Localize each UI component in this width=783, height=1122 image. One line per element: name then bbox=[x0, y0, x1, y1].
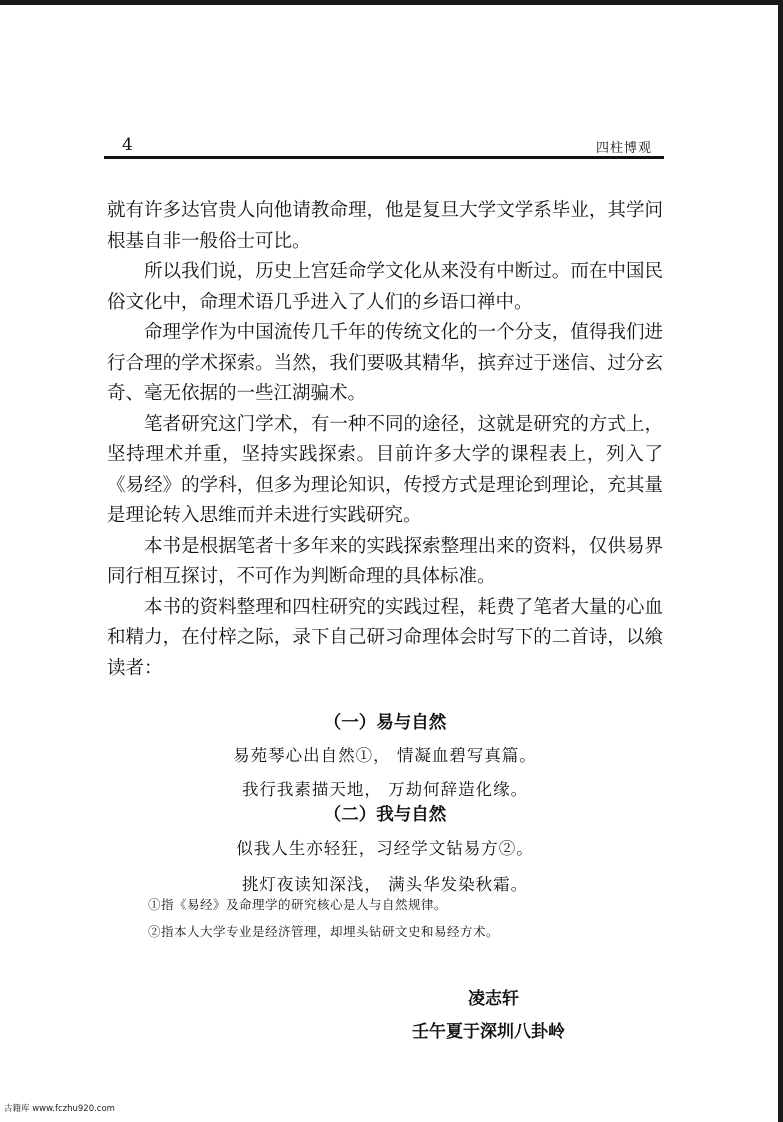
watermark: 古籍库 www.fczhu920.com bbox=[4, 1104, 115, 1114]
page-number: 4 bbox=[122, 135, 133, 155]
scan-border-top bbox=[0, 0, 783, 5]
poem-heading: （一）易与自然 bbox=[323, 713, 447, 733]
signature-date-place: 壬午夏于深圳八卦岭 bbox=[412, 1022, 565, 1042]
scan-border-right bbox=[778, 0, 783, 1122]
paragraph: 笔者研究这门学术，有一种不同的途径，这就是研究的方式上，坚持理术并重，坚持实践探索。目前许多大学的课程表上，列入了《易经》的学科，但多为理论知识，传授方式是理论到理论，充其量是理论转入思维而并未进行实践研究。 bbox=[107, 413, 663, 526]
signature-author: 凌志轩 bbox=[468, 989, 519, 1009]
poem-line: 挑灯夜读知深浅， 满头华发染秋霜。 bbox=[241, 875, 529, 894]
footnote: ②指本人大学专业是经济管理，却埋头钻研文史和易经方术。 bbox=[148, 924, 500, 939]
footnote: ①指《易经》及命理学的研究核心是人与自然规律。 bbox=[148, 897, 448, 912]
poem-heading: （二）我与自然 bbox=[323, 805, 447, 825]
poem-two bbox=[107, 799, 663, 903]
running-title: 四柱博观 bbox=[595, 141, 652, 156]
poem-line: 我行我素描天地， 万劫何辞造化缘。 bbox=[241, 780, 529, 799]
paragraph: 本书的资料整理和四柱研究的实践过程，耗费了笔者大量的心血和精力，在付梓之际，录下自己研习命理体会时写下的二首诗，以飨读者： bbox=[107, 596, 663, 679]
header-rule bbox=[104, 156, 664, 159]
paragraph: 所以我们说，历史上宫廷命学文化从来没有中断过。而在中国民俗文化中，命理术语几乎进入了人们的乡语口禅中。 bbox=[107, 261, 663, 313]
paragraph: 就有许多达官贵人向他请教命理，他是复旦大学文学系毕业，其学问根基自非一般俗士可比。 bbox=[107, 200, 663, 252]
body-text bbox=[107, 196, 663, 684]
paragraph: 本书是根据笔者十多年来的实践探索整理出来的资料，仅供易界同行相互探讨，不可作为判断命理的具体标准。 bbox=[107, 535, 663, 587]
paragraph: 命理学作为中国流传几千年的传统文化的一个分支，值得我们进行合理的学术探索。当然，我们要吸其精华，摈弃过于迷信、过分玄奇、毫无依据的一些江湖骗术。 bbox=[107, 322, 663, 404]
poem-one bbox=[107, 707, 663, 807]
poem-line: 似我人生亦轻狂，习经学文钻易方②。 bbox=[236, 839, 534, 858]
poem-line: 易苑琴心出自然①， 情凝血碧写真篇。 bbox=[233, 746, 537, 765]
